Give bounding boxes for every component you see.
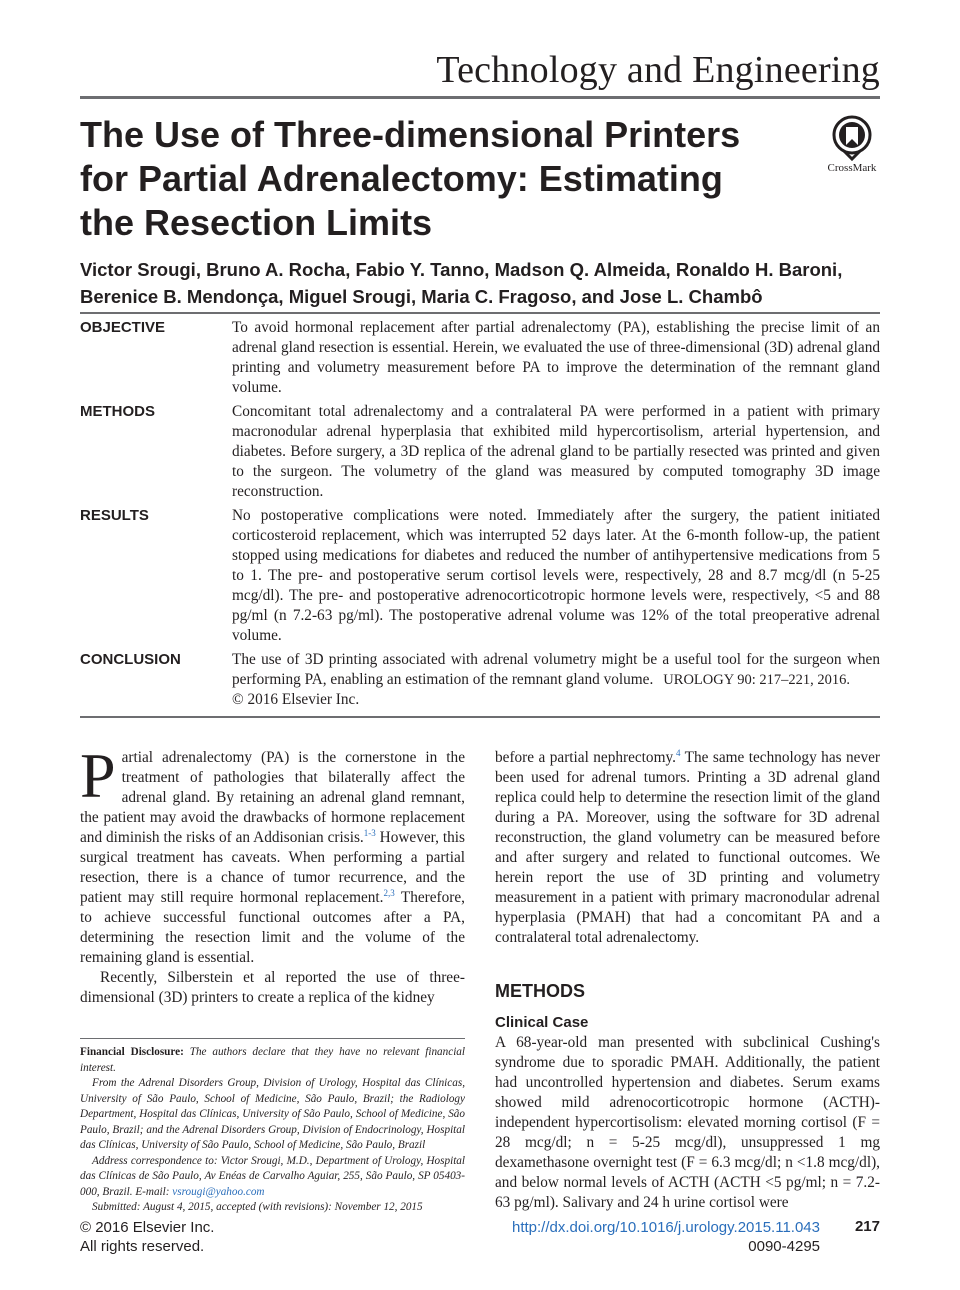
intro-paragraph: [80, 740, 465, 968]
submission-dates: [80, 1200, 465, 1216]
intro-text: artial adrenalectomy (PA) is the cornerstone in the treatment of pathologies that bilaterally affect the adrenal gland. By retaining an adrenal gland remnant, the patient may avoid the drawbacks of hormone replacement and diminish the risks of an Addisonian crisis.: [80, 749, 465, 846]
footnote-rule: [80, 1038, 465, 1039]
abstract-text: No postoperative complications were noted. Immediately after the surgery, the patient initiated corticosteroid replacement, which was interrupted 52 days later. At the 6-month follow-up, the patient stopped using medications for diabetes and reduced the number of antihypertensive medications from 5 to 1. The pre- and postoperative serum cortisol levels were, respectively, 28 and 8.7 mcg/dl (n 5-25 mcg/dl). The pre- and postoperative adrenocorticotropic hormone levels were, respectively, <5 and 88 pg/ml (n 7.2-63 pg/ml). The postoperative adrenal volume was 12% of the total preoperative adrenal volume.: [232, 507, 880, 644]
correspondence-text: Address correspondence to: Victor Srougi, M.D., Department of Urology, Hospital das Clínicas de São Paulo, Av Enéas de Carvalho Aguiar, 255, São Paulo, SP 05403-000, Brazil. E-mail:: [80, 1154, 465, 1198]
author-list: Victor Srougi, Bruno A. Rocha, Fabio Y. Tanno, Madson Q. Almeida, Ronaldo H. Baroni, Berenice B. Mendonça, Miguel Srougi, Maria C. Fragoso, and Jose L. Chambô: [80, 259, 843, 307]
email-link[interactable]: vsrougi@yahoo.com: [172, 1185, 265, 1198]
body-left-column: [80, 740, 465, 1008]
article-title: The Use of Three-dimensional Printers for Partial Adrenalectomy: Estimating the Resection Limits: [80, 114, 741, 243]
intro-text: before a partial nephrectomy.: [495, 749, 676, 766]
footnotes: [80, 1038, 465, 1216]
abstract-methods: [80, 398, 880, 502]
intro-continuation: [495, 748, 880, 948]
abstract-copyright: © 2016 Elsevier Inc.: [232, 691, 360, 708]
abstract-text: Concomitant total adrenalectomy and a contralateral PA were performed in a patient with primary macronodular adrenal hyperplasia that exhibited mild hypercortisolism, arterial hypertension, and diabetes. Before surgery, a 3D replica of the adrenal gland to be partially resected was printed and given to the surgeon. The volumetry of the gland was measured by computed tomography 3D image reconstruction.: [232, 403, 880, 500]
abstract-text: To avoid hormonal replacement after partial adrenalectomy (PA), establishing the precise limit of an adrenal gland resection is essential. Herein, we evaluated the use of three-dimensional (3D) adrenal gland printing and volumetry measurement before PA to improve the determination of the remnant gland volume.: [232, 319, 880, 396]
disclosure-text: The authors declare that they have no relevant financial interest.: [80, 1046, 466, 1074]
abstract-heading: METHODS: [80, 403, 155, 420]
abstract-bottom-rule: [80, 716, 880, 718]
intro-text: However, this surgical treatment has caveats. When performing a partial resection, there is a chance of tumor recurrence, and the patient may still require hormonal replacement.: [80, 829, 465, 906]
crossmark-icon: [832, 115, 872, 161]
clinical-case-paragraph: A 68-year-old man presented with subclinical Cushing's syndrome due to sporadic PMAH. Additionally, the patient had uncontrolled hypertension and diabetes. Serum exams showed mild adrenocorticotropic hormone (ACTH)-independent hypercortisolism: elevated morning cortisol (F = 28 mcg/dl; n = 5-25 mcg/dl), unsuppressed 1 mg dexamethasone overnight test (F = 6.3 mcg/dl; n <1.8 mcg/dl), and below normal levels of ACTH (ACTH <5 pg/ml; n = 7.2-63 pg/ml). Salivary and 24 h urine cortisol were: [495, 1034, 880, 1211]
footer-doi: [512, 1218, 820, 1256]
affiliations-text: From the Adrenal Disorders Group, Division of Urology, Hospital das Clínicas, University of São Paulo, School of Medicine, São Paulo, Brazil; the Radiology Department, Hospital das Clínicas, University of São Paulo, School of Medicine, São Paulo, Brazil; and the Adrenal Disorders Group, Division of Endocrinology, Hospital das Clínicas, University of São Paulo, School of Medicine, São Paulo, Brazil: [80, 1077, 465, 1151]
header-rule: [80, 96, 880, 99]
clinical-case-heading: Clinical Case: [495, 1014, 589, 1031]
conclusion-text: The use of 3D printing associated with adrenal volumetry might be a useful tool for the surgeon when performing PA, enabling an estimation of the remnant gland volume.: [232, 651, 880, 688]
drop-cap: P: [80, 740, 116, 811]
abstract-heading: CONCLUSION: [80, 651, 181, 668]
methods-heading: METHODS: [495, 981, 585, 1001]
intro-text: Therefore, to achieve successful functional outcomes after a PA, determining the resection limit and the volume of the remaining gland is essential.: [80, 889, 465, 966]
abstract-heading: RESULTS: [80, 507, 149, 524]
reference-link[interactable]: 2,3: [383, 887, 395, 898]
correspondence: [80, 1154, 465, 1201]
submitted-text: Submitted: August 4, 2015, accepted (with revisions): November 12, 2015: [92, 1201, 423, 1213]
crossmark-label: CrossMark: [827, 162, 877, 174]
intro-text: The same technology has never been used for adrenal tumors. Printing a 3D adrenal gland replica could help to determine the resection limit of the gland during a PA. Moreover, using the software for 3D adrenal reconstruction, the gland volumetry can be measured before and after surgery and related to functional outcomes. We herein report the use of 3D printing and volumetry measurement in a patient with primary macronodular adrenal hyperplasia (PMAH) that had a concomitant PA and a contralateral total adrenalectomy.: [495, 749, 880, 946]
abstract-text: [232, 646, 880, 710]
reference-link[interactable]: 4: [675, 747, 681, 758]
journal-citation: UROLOGY 90: 217–221, 2016.: [663, 672, 851, 688]
abstract: [80, 312, 880, 718]
doi-link[interactable]: http://dx.doi.org/10.1016/j.urology.2015.11.043: [511, 1219, 820, 1236]
abstract-conclusion: [80, 646, 880, 710]
footer-copyright: [80, 1218, 214, 1256]
affiliations: [80, 1076, 465, 1154]
section-header: Technology and Engineering: [436, 49, 880, 91]
intro-paragraph-2: Recently, Silberstein et al reported the use of three-dimensional (3D) printers to create a replica of the kidney: [80, 969, 465, 1006]
abstract-objective: [80, 314, 880, 398]
abstract-results: [80, 502, 880, 646]
financial-disclosure: [80, 1045, 465, 1076]
copyright-line: © 2016 Elsevier Inc.: [80, 1219, 215, 1236]
crossmark-badge[interactable]: [820, 115, 884, 174]
rights-line: All rights reserved.: [80, 1238, 205, 1255]
issn: 0090-4295: [748, 1238, 820, 1255]
reference-link[interactable]: 1-3: [363, 827, 376, 838]
abstract-heading: OBJECTIVE: [80, 319, 166, 336]
disclosure-label: Financial Disclosure:: [80, 1046, 184, 1058]
page-number: 217: [854, 1218, 880, 1235]
body-right-column: [495, 748, 880, 1213]
